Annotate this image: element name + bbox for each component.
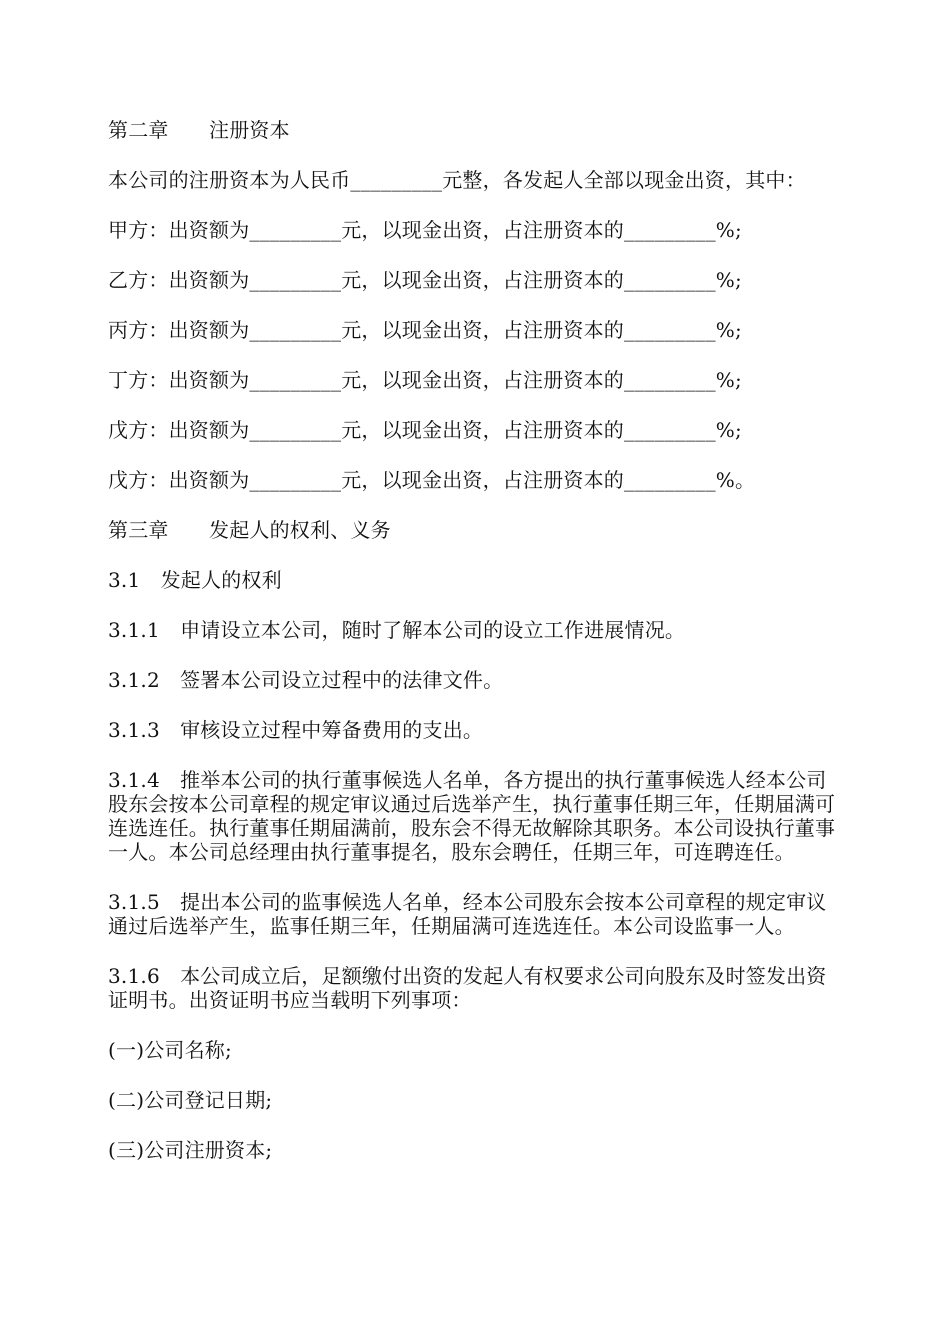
section-3-1-heading: 3.1 发起人的权利 (108, 568, 282, 592)
clause-3-1-5: 3.1.5 提出本公司的监事候选人名单，经本公司股东会按本公司章程的规定审议通过后选举产生，监事任期三年，任期届满可连选连任。本公司设监事一人。 (108, 890, 827, 938)
party-b-contribution: 乙方：出资额为_________元，以现金出资，占注册资本的_________%; (108, 268, 742, 292)
party-e-contribution-2: 戊方：出资额为_________元，以现金出资，占注册资本的_________%。 (108, 468, 756, 492)
clause-3-1-1: 3.1.1 申请设立本公司，随时了解本公司的设立工作进展情况。 (108, 618, 686, 642)
party-c-contribution: 丙方：出资额为_________元，以现金出资，占注册资本的_________%; (108, 318, 742, 342)
party-d-contribution: 丁方：出资额为_________元，以现金出资，占注册资本的_________%; (108, 368, 742, 392)
clause-3-1-6: 3.1.6 本公司成立后，足额缴付出资的发起人有权要求公司向股东及时签发出资证明书。出资证明书应当载明下列事项： (108, 964, 827, 1012)
party-a-contribution: 甲方：出资额为_________元，以现金出资，占注册资本的_________%; (108, 218, 742, 242)
clause-3-1-3: 3.1.3 审核设立过程中筹备费用的支出。 (108, 718, 484, 742)
list-item-company-name: (一)公司名称; (108, 1038, 232, 1062)
chapter-3-heading: 第三章 发起人的权利、义务 (108, 518, 391, 542)
registered-capital-paragraph: 本公司的注册资本为人民币_________元整，各发起人全部以现金出资，其中： (108, 168, 806, 192)
list-item-registration-date: (二)公司登记日期; (108, 1088, 273, 1112)
chapter-2-heading: 第二章 注册资本 (108, 118, 290, 142)
clause-3-1-4: 3.1.4 推举本公司的执行董事候选人名单，各方提出的执行董事候选人经本公司股东会按本公司章程的规定审议通过后选举产生，执行董事任期三年，任期届满可连选连任。执行董事任期届满前，股东会不得无故解除其职务。本公司设执行董事一人。本公司总经理由执行董事提名，股东会聘任，任期三年，可连聘连任。 (108, 768, 836, 864)
document-page (108, 118, 843, 1188)
clause-3-1-2: 3.1.2 签署本公司设立过程中的法律文件。 (108, 668, 504, 692)
list-item-registered-capital: (三)公司注册资本; (108, 1138, 273, 1162)
party-e-contribution: 戊方：出资额为_________元，以现金出资，占注册资本的_________%; (108, 418, 742, 442)
